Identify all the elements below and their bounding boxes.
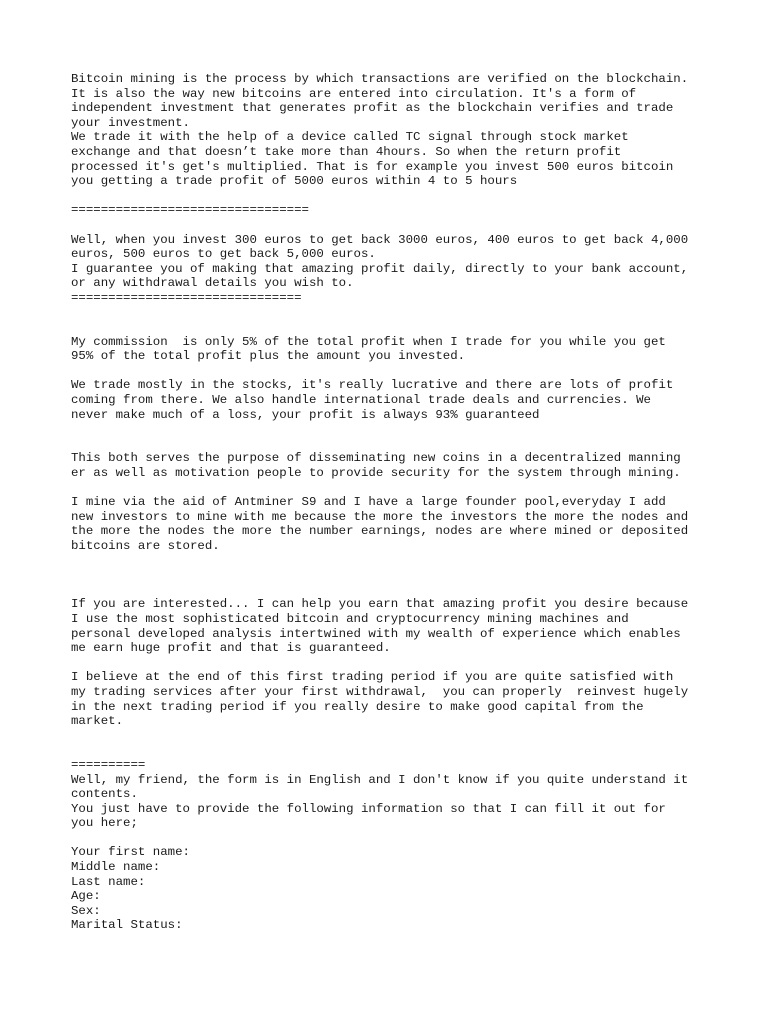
paragraph-bitcoin-mining-intro: Bitcoin mining is the process by which transactions are verified on the blockchain. It is also the way new bitcoins are entered into circulation. It's a form of independent investment that generates profit as the blockchain verifies and trade your investment. We trade it with the help of a device called TC signal through stock market exchange and that doesn’t take more than 4hours. So when the return profit processed it's get's multiplied. That is for example you invest 500 euros bitcoin you getting a trade profit of 5000 euros within 4 to 5 hours xyxy=(71,72,689,189)
spacer xyxy=(71,481,731,496)
spacer xyxy=(71,306,731,335)
spacer xyxy=(71,831,731,846)
spacer xyxy=(71,218,731,233)
spacer xyxy=(71,729,731,758)
spacer xyxy=(71,554,731,598)
separator-line: ================================ xyxy=(71,203,309,218)
paragraph-commission: My commission is only 5% of the total profit when I trade for you while you get 95% of the total profit plus the amount you invested. xyxy=(71,334,666,364)
paragraph-interested: If you are interested... I can help you earn that amazing profit you desire because I use the most sophisticated bitcoin and cryptocurrency mining machines and personal developed analysis intertwined with my wealth of experience which enables me earn huge profit and that is guaranteed. xyxy=(71,597,689,656)
document-body xyxy=(71,72,731,933)
spacer xyxy=(71,364,731,379)
spacer xyxy=(71,656,731,671)
paragraph-form-request: ========== Well, my friend, the form is in English and I don't know if you quite understand it contents. You just have to provide the following information so that I can fill it out for you here; xyxy=(71,757,689,831)
paragraph-investment-returns: Well, when you invest 300 euros to get back 3000 euros, 400 euros to get back 4,000 euros, 500 euros to get back 5,000 euros. I guarantee you of making that amazing profit daily, directly to your bank account, or any withdrawal details you wish to. =============================== xyxy=(71,232,689,305)
paragraph-purpose: This both serves the purpose of disseminating new coins in a decentralized manning er as well as motivation people to provide security for the system through mining. xyxy=(71,451,681,481)
spacer xyxy=(71,422,731,451)
paragraph-antminer: I mine via the aid of Antminer S9 and I have a large founder pool,everyday I add new investors to mine with me because the more the investors the more the nodes and the more the nodes the more the number earnings, nodes are where mined or deposited bitcoins are stored. xyxy=(71,495,689,553)
paragraph-trading-period: I believe at the end of this first trading period if you are quite satisfied with my trading services after your first withdrawal, you can properly reinvest hugely in the next trading period if you really desire to make good capital from the market. xyxy=(71,670,689,729)
paragraph-trading: We trade mostly in the stocks, it's really lucrative and there are lots of profit coming from there. We also handle international trade deals and currencies. We never make much of a loss, your profit is always 93% guaranteed xyxy=(71,378,674,422)
form-fields-list: Your first name: Middle name: Last name: Age: Sex: Marital Status: xyxy=(71,845,190,933)
spacer xyxy=(71,189,731,204)
